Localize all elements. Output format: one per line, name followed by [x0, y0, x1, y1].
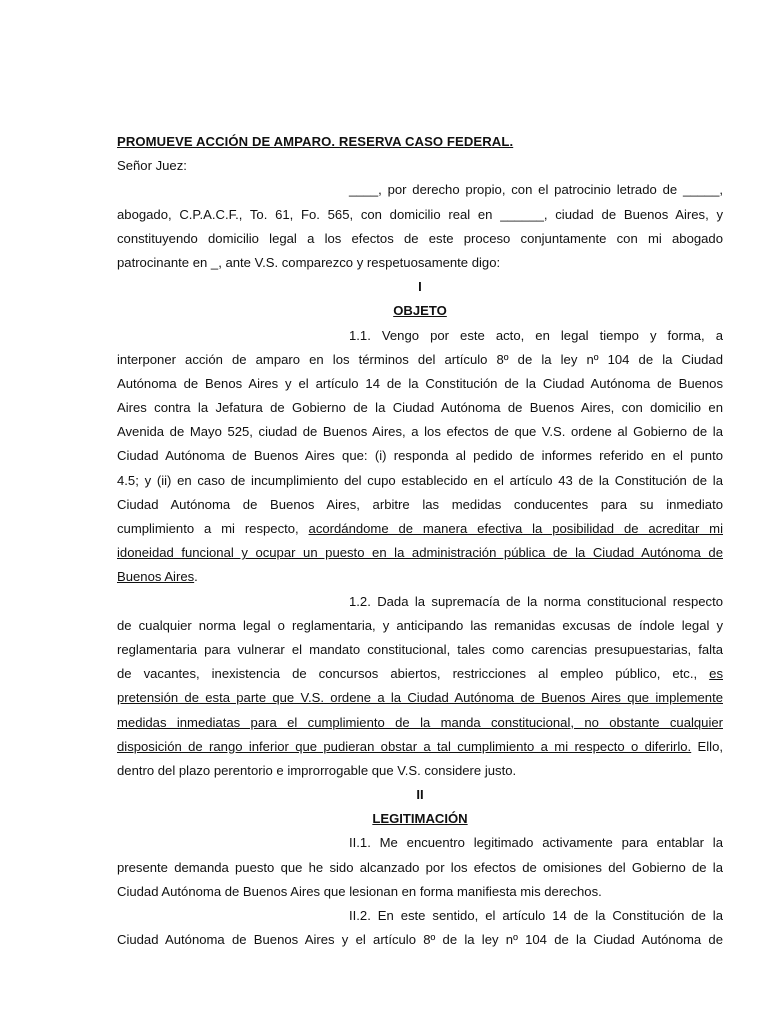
document-page: [117, 130, 723, 952]
section-2-heading: LEGITIMACIÓN: [372, 811, 468, 827]
objeto-p1-line-3: Autónoma de Benos Aires y el artículo 14 de la Constitución de la Ciudad Autónoma de Buenos: [117, 375, 723, 391]
objeto-p1-line-4: Aires contra la Jefatura de Gobierno de la Ciudad Autónoma de Buenos Aires, con domicilio en: [117, 400, 723, 416]
salutation: Señor Juez:: [117, 158, 187, 174]
objeto-p1-line-1: 1.1. Vengo por este acto, en legal tiempo y forma, a: [349, 327, 723, 343]
section-1-heading: OBJETO: [393, 303, 447, 319]
objeto-p2-line-8: dentro del plazo perentorio e improrrogable que V.S. considere justo.: [117, 762, 517, 778]
objeto-p2-line-1: 1.2. Dada la supremacía de la norma constitucional respecto: [349, 593, 723, 609]
objeto-p1-line-10: [117, 541, 723, 565]
objeto-p2-line-2: de cualquier norma legal o reglamentaria, y anticipando las remanidas excusas de índole legal y: [117, 617, 723, 633]
legitimacion-p1-line-3: Ciudad Autónoma de Buenos Aires que lesionan en forma manifiesta mis derechos.: [117, 883, 602, 899]
objeto-p1-line-5: Avenida de Mayo 525, ciudad de Buenos Aires, a los efectos de que V.S. ordene al Gobierno de la: [117, 424, 723, 440]
objeto-p2-line-6-underlined: medidas inmediatas para el cumplimiento de la manda constitucional, no obstante cualquier: [117, 714, 723, 730]
objeto-p2-line-7: [117, 735, 723, 759]
intro-line-4: patrocinante en _, ante V.S. comparezco y respetuosamente digo:: [117, 254, 501, 270]
objeto-p1-line-11: [117, 565, 723, 589]
objeto-p1-line-9: [117, 517, 723, 541]
objeto-p2-line-5: [117, 686, 723, 710]
objeto-p1-line-9-underlined: acordándome de manera efectiva la posibilidad de acreditar mi: [308, 521, 723, 536]
objeto-p1-line-8: Ciudad Autónoma de Buenos Aires, arbitre las medidas conducentes para su inmediato: [117, 496, 723, 512]
objeto-p2-line-6: [117, 711, 723, 735]
section-1-number: I: [418, 279, 422, 295]
objeto-p1-line-7: 4.5; y (ii) en caso de incumplimiento del cupo establecido en el artículo 43 de la Constitución de la: [117, 472, 723, 488]
objeto-p1-line-9-plain: cumplimiento a mi respecto,: [117, 521, 309, 536]
intro-line-3: constituyendo domicilio legal a los efectos de este proceso conjuntamente con mi abogado: [117, 230, 723, 246]
objeto-p1-line-11-tail: .: [194, 569, 198, 585]
objeto-p2-line-3: reglamentaria para vulnerar el mandato constitucional, tales como carencias presupuestarias, falta: [117, 641, 723, 657]
legitimacion-p1-line-1: II.1. Me encuentro legitimado activamente para entablar la: [349, 835, 723, 851]
objeto-p2-line-4-plain: de vacantes, inexistencia de concursos abiertos, restricciones al empleo público, etc.,: [117, 666, 710, 682]
document-title: PROMUEVE ACCIÓN DE AMPARO. RESERVA CASO FEDERAL.: [117, 134, 514, 149]
legitimacion-p2-line-1: II.2. En este sentido, el artículo 14 de la Constitución de la: [349, 908, 723, 923]
objeto-p1-line-10-underlined: idoneidad funcional y ocupar un puesto en la administración pública de la Ciudad Autónoma de: [117, 545, 723, 561]
intro-line-1: ____, por derecho propio, con el patrocinio letrado de _____,: [349, 182, 723, 198]
intro-line-2: abogado, C.P.A.C.F., To. 61, Fo. 565, con domicilio real en ______, ciudad de Buenos Aires, y: [117, 206, 723, 222]
section-2-number: II: [416, 787, 424, 803]
objeto-p1-line-6: Ciudad Autónoma de Buenos Aires que: (i) responda al pedido de informes referido en el punto: [117, 448, 723, 464]
legitimacion-p1-line-2: presente demanda puesto que he sido alcanzado por los efectos de omisiones del Gobierno de la: [117, 859, 723, 875]
objeto-p2-line-4-underlined: es: [709, 666, 723, 682]
objeto-p2-line-7-underlined: disposición de rango inferior que pudieran obstar a tal cumplimiento a mi respecto o diferirlo.: [117, 738, 692, 754]
objeto-p2-line-5-underlined: pretensión de esta parte que V.S. ordene a la Ciudad Autónoma de Buenos Aires que implemente: [117, 690, 723, 706]
legitimacion-p2-line-2: Ciudad Autónoma de Buenos Aires y el artículo 8º de la ley nº 104 de la Ciudad Autónoma de: [117, 932, 723, 948]
objeto-p1-line-2: interponer acción de amparo en los términos del artículo 8º de la ley nº 104 de la Ciudad: [117, 351, 723, 367]
objeto-p1-line-11-underlined: Buenos Aires: [117, 569, 195, 585]
objeto-p2-line-7-tail: Ello,: [691, 738, 723, 754]
objeto-p2-line-4: [117, 662, 723, 686]
